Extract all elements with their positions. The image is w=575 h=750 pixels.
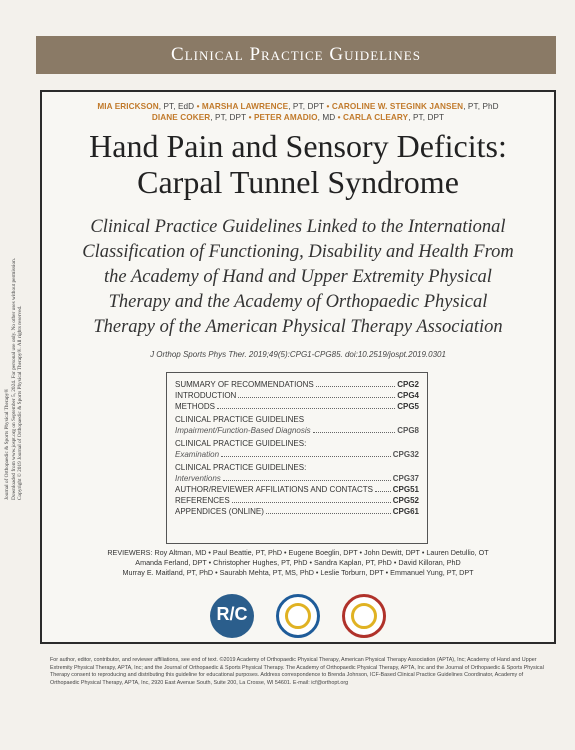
author-degree: , PT, DPT	[288, 102, 325, 111]
toc-leader	[232, 502, 391, 503]
toc-item-appendices[interactable]	[175, 506, 419, 517]
reviewers-line: Murray E. Maitland, PT, PhD • Saurabh Mehta, PT, MS, PhD • Leslie Torburn, DPT • Emmanuel Yung, PT, DPT	[122, 568, 474, 577]
toc-item-summary[interactable]	[175, 379, 419, 390]
title-line: Carpal Tunnel Syndrome	[137, 164, 459, 200]
logo-ring	[285, 603, 311, 629]
subtitle-line: Therapy of the American Physical Therapy Association	[93, 317, 503, 337]
toc-leader	[221, 456, 391, 457]
toc-label: METHODS	[175, 402, 215, 411]
toc-leader	[316, 386, 396, 387]
toc-label: Interventions	[175, 474, 221, 483]
table-of-contents	[166, 372, 428, 544]
reviewers-list	[52, 548, 544, 578]
toc-label: SUMMARY OF RECOMMENDATIONS	[175, 380, 314, 389]
author-name: CARLA CLEARY	[343, 113, 409, 122]
section-banner: Clinical Practice Guidelines	[36, 36, 556, 74]
logo-ring	[351, 603, 377, 629]
toc-page: CPG5	[397, 402, 419, 411]
author-degree: , PT, PhD	[463, 102, 499, 111]
toc-leader	[223, 480, 391, 481]
author-degree: , PT, EdD	[158, 102, 195, 111]
toc-page: CPG51	[392, 485, 419, 494]
academy-hand-logo-icon	[276, 594, 320, 638]
toc-heading: CLINICAL PRACTICE GUIDELINES	[175, 415, 305, 424]
author-degree: , PT, DPT	[210, 113, 247, 122]
toc-item-examination[interactable]	[175, 449, 419, 460]
author-degree: , MD	[317, 113, 336, 122]
author-name: DIANE COKER	[151, 113, 211, 122]
subtitle-line: Clinical Practice Guidelines Linked to the International	[90, 217, 506, 237]
logo-text: R/C	[216, 604, 248, 624]
toc-item-interventions[interactable]	[175, 473, 419, 484]
toc-leader	[217, 408, 395, 409]
citation: J Orthop Sports Phys Ther. 2019;49(5):CPG1-CPG85. doi:10.2519/jospt.2019.0301	[150, 350, 446, 359]
toc-item-references[interactable]	[175, 495, 419, 506]
toc-label: AUTHOR/REVIEWER AFFILIATIONS AND CONTACTS	[175, 485, 373, 494]
toc-leader	[375, 491, 391, 492]
toc-heading: CLINICAL PRACTICE GUIDELINES:	[175, 439, 307, 448]
author-name: CAROLINE W. STEGINK JANSEN	[331, 102, 464, 111]
author-name: MARSHA LAWRENCE	[201, 102, 289, 111]
toc-label: Examination	[175, 450, 220, 459]
watermark-line: Journal of Orthopaedic & Sports Physical Therapy®	[4, 388, 10, 500]
toc-page: CPG37	[392, 474, 419, 483]
toc-item-introduction[interactable]	[175, 390, 419, 401]
toc-page: CPG8	[397, 426, 419, 435]
academy-ortho-logo-icon	[342, 594, 386, 638]
toc-label: REFERENCES	[175, 496, 230, 505]
toc-leader	[238, 397, 395, 398]
toc-label: Impairment/Function-Based Diagnosis	[175, 426, 311, 435]
document-title	[42, 128, 554, 200]
toc-item-affiliations[interactable]	[175, 484, 419, 495]
toc-item-diagnosis[interactable]	[175, 425, 419, 436]
subtitle-line: the Academy of Hand and Upper Extremity Physical	[104, 267, 492, 287]
reviewers-line: Amanda Ferland, DPT • Christopher Hughes, PT, PhD • Sandra Kaplan, PT, PhD • David Killoran, PhD	[135, 558, 461, 567]
toc-leader	[313, 432, 396, 433]
copyright-footer: For author, editor, contributor, and reviewer affiliations, see end of text. ©2019 Academy of Orthopaedic Physical Therapy, American Physical Therapy Association (APTA), Inc; Academy of Hand and Upper Extremity Physical Therapy, APTA, Inc; and the Journal of Orthopaedic & Sports Physical Therapy. The Academy of Orthopaedic Physical Therapy, APTA, Inc and the Journal of Orthopaedic & Sports Physical Therapy consent to reproducing and distributing this guideline for educational purposes. Address correspondence to Brenda Johnson, ICF-Based Clinical Practice Guidelines Coordinator, Academy of Orthopaedic Physical Therapy, APTA, Inc, 2920 East Avenue South, Suite 200, La Crosse, WI 54601. E-mail: icf@orthopt.org	[50, 657, 544, 686]
toc-leader	[266, 513, 391, 514]
subtitle-line: Therapy and the Academy of Orthopaedic Physical	[108, 292, 488, 312]
toc-page: CPG52	[392, 496, 419, 505]
download-watermark	[4, 200, 24, 500]
subtitle-line: Classification of Functioning, Disability and Health From	[82, 242, 514, 262]
cover-frame	[40, 90, 556, 644]
watermark-line: Copyright © 2019 Journal of Orthopaedic & Sports Physical Therapy®. All rights reserved.	[17, 305, 23, 500]
title-line: Hand Pain and Sensory Deficits:	[89, 128, 507, 164]
author-line-1: MIA ERICKSON, PT, EdD • MARSHA LAWRENCE, PT, DPT • CAROLINE W. STEGINK JANSEN, PT, PhD	[97, 102, 499, 111]
author-name: MIA ERICKSON	[97, 102, 159, 111]
toc-page: CPG32	[392, 450, 419, 459]
toc-item-methods[interactable]	[175, 401, 419, 412]
toc-label: APPENDICES (ONLINE)	[175, 507, 264, 516]
toc-label: INTRODUCTION	[175, 391, 237, 400]
logo-row	[42, 594, 554, 640]
author-name: PETER AMADIO	[253, 113, 318, 122]
reviewers-line: REVIEWERS: Roy Altman, MD • Paul Beattie, PT, PhD • Eugene Boeglin, DPT • John Dewitt, DPT • Lauren Detullio, OT	[107, 548, 489, 557]
author-degree: , PT, DPT	[408, 113, 445, 122]
document-subtitle	[52, 215, 544, 340]
toc-page: CPG2	[397, 380, 419, 389]
toc-page: CPG4	[397, 391, 419, 400]
rc-logo-icon	[210, 594, 254, 638]
toc-heading: CLINICAL PRACTICE GUIDELINES:	[175, 463, 307, 472]
watermark-line: Downloaded from www.jospt.org on September 5, 2024. For personal use only. No other uses without permission.	[10, 257, 17, 500]
toc-page: CPG61	[392, 507, 419, 516]
author-line-2: DIANE COKER, PT, DPT • PETER AMADIO, MD • CARLA CLEARY, PT, DPT	[151, 113, 445, 122]
